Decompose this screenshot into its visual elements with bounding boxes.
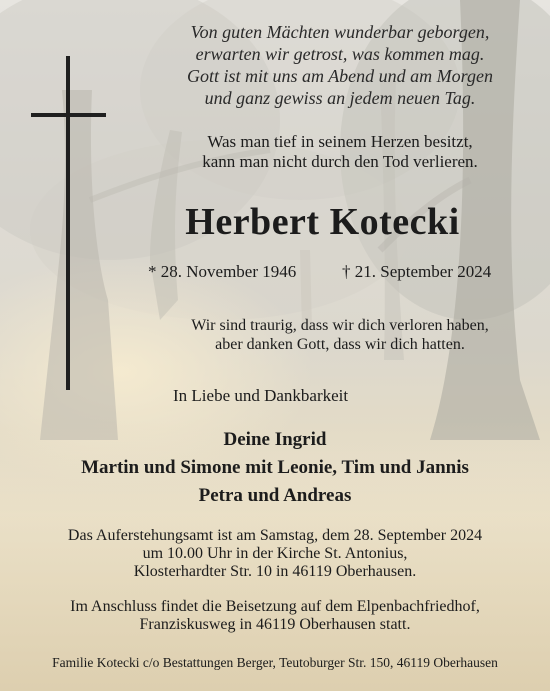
burial-info-line: Franziskusweg in 46119 Oberhausen statt. [139,616,411,633]
family-member-line: Petra und Andreas [198,485,352,506]
quote-line: kann man nicht durch den Tod verlieren. [202,152,478,171]
service-info-line: Das Auferstehungsamt ist am Samstag, dem 28. September 2024 [67,527,483,544]
poem-line: Gott ist mit uns am Abend und am Morgen [187,66,493,86]
burial-info-line: Im Anschluss findet die Beisetzung auf dem Elpenbachfriedhof, [70,598,480,615]
deceased-name: Herbert Kotecki [185,201,460,243]
family-member-line: Martin und Simone mit Leonie, Tim und Jannis [81,457,469,478]
birth-date: * 28. November 1946 [148,262,297,281]
service-info-line: um 10.00 Uhr in der Kirche St. Antonius, [142,545,408,562]
cross-symbol-horizontal [31,113,106,117]
sentiment-line: Wir sind traurig, dass wir dich verloren haben, [191,317,489,334]
sentiment-line: aber danken Gott, dass wir dich hatten. [215,336,465,353]
service-info-line: Klosterhardter Str. 10 in 46119 Oberhausen. [133,563,417,580]
family-member-line: Deine Ingrid [223,429,327,450]
poem-line: erwarten wir getrost, was kommen mag. [195,44,485,64]
death-date: † 21. September 2024 [342,262,492,281]
quote-line: Was man tief in seinem Herzen besitzt, [207,132,473,151]
poem-line: Von guten Mächten wunderbar geborgen, [190,22,490,42]
love-line: In Liebe und Dankbarkeit [173,386,349,405]
poem-line: und ganz gewiss an jedem neuen Tag. [204,88,476,108]
footer-contact: Familie Kotecki c/o Bestattungen Berger, Teutoburger Str. 150, 46119 Oberhausen [52,655,498,670]
cross-symbol-vertical [66,56,70,390]
